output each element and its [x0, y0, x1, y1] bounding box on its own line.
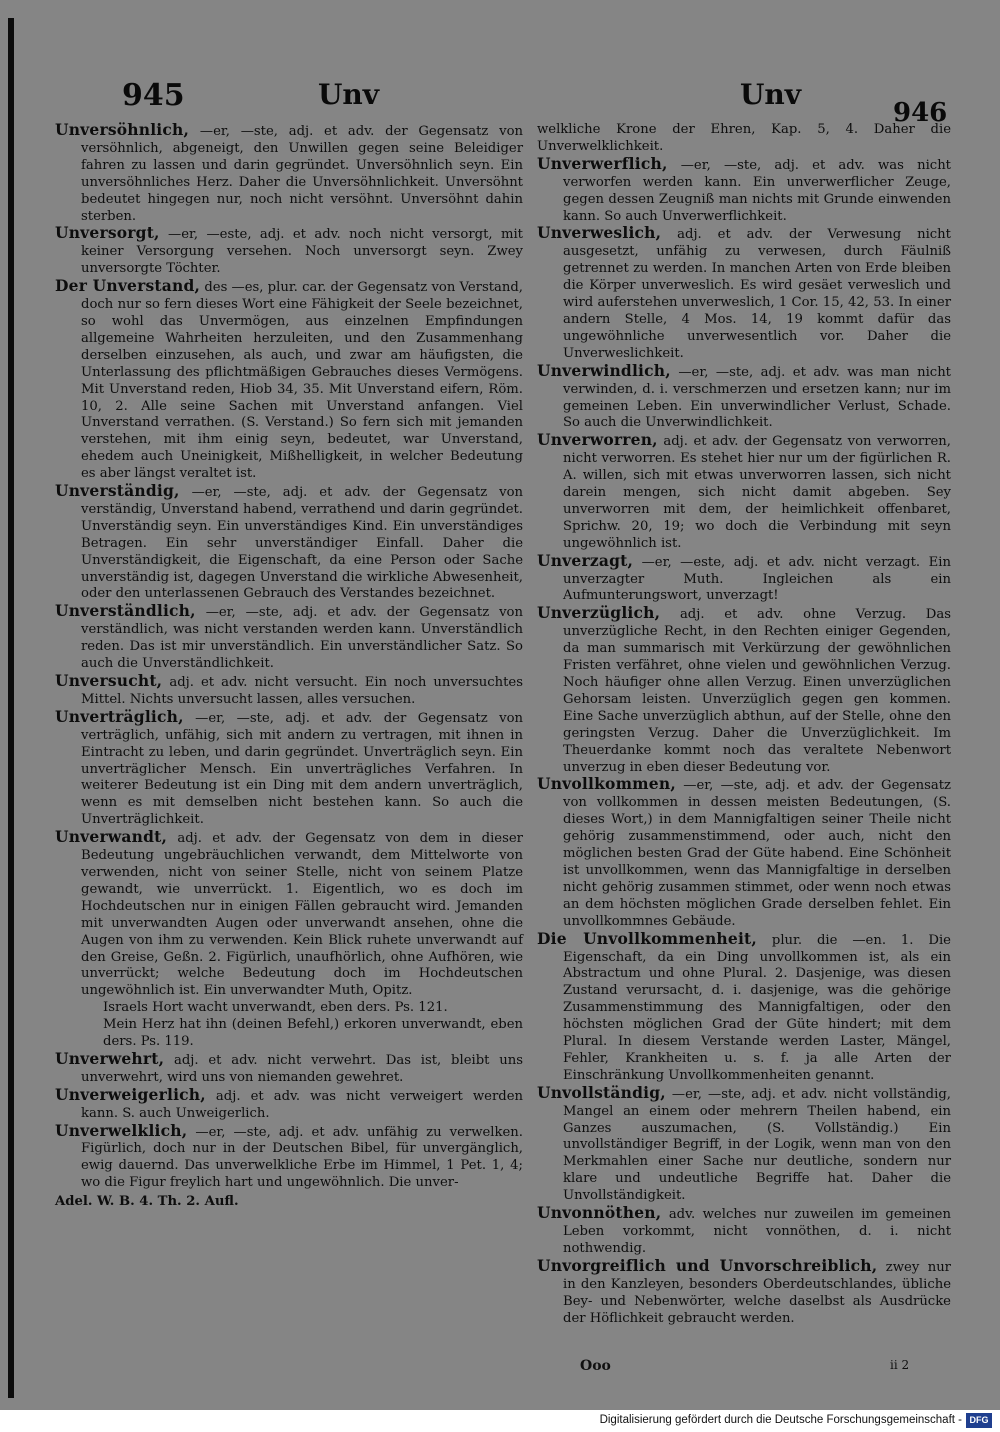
- entry-text: —er, —ste, adj. et adv. der Gegensatz von verträglich, unfähig, sich mit andern zu vertragen, mit ihnen in Eintracht zu leben, und darin gegründet. Unverträglich seyn. Ein unverträglicher Mensch. Ein unverträgliches Verfahren. In weiterer Bedeutung ist ein Ding mit dem andern unverträglich, wenn es mit demselben nicht bestehen kann. So auch die Unverträglichkeit.: [81, 710, 523, 828]
- entry-text: —er, —este, adj. et adv. nicht verzagt. Ein unverzagter Muth. Ingleichen als ein Aufmunterungswort, unverzagt!: [563, 554, 951, 604]
- footer-credit: Digitalisierung gefördert durch die Deutsche Forschungsgemeinschaft -: [599, 1414, 962, 1426]
- quote-text: Israels Hort wacht unverwandt, eben ders. Ps. 121.: [103, 1000, 448, 1016]
- entry-headword: Unverzagt,: [537, 550, 634, 570]
- entry-headword: Unverwandt,: [55, 827, 168, 847]
- entry-text: —er, —ste, adj. et adv. nicht vollständig, Mangel an einem oder mehrern Theilen habend, ein Ganzes auszumachen, (S. Vollständig.) Ein unvollständiger Begriff, in der Logik, wenn man von den Merkmahlen einer Sache nur deutliche, sondern nur klare und undeutliche Begriffe hat. Daher die Unvollständigkeit.: [563, 1086, 951, 1204]
- left-column: [55, 122, 523, 1211]
- entry-text: —er, —ste, adj. et adv. unfähig zu verwelken. Figürlich, doch nur in der Deutschen Bibel, für unvergänglich, ewig dauernd. Das unverwelkliche Erbe im Himmel, 1 Pet. 1, 4; wo die Figur freylich hart und ungewöhnlich. Die unver-: [81, 1124, 523, 1191]
- entry-text: zwey nur in den Kanzleyen, besonders Oberdeutschlandes, übliche Bey- und Nebenwörter, welche daselbst als Ausdrücke der Höflichkeit gebraucht werden.: [563, 1259, 951, 1326]
- entry-headword: Unvonnöthen,: [537, 1203, 662, 1223]
- entry-headword: Unversöhnlich,: [55, 120, 190, 139]
- entry-headword: Unvollständig,: [537, 1082, 666, 1102]
- dictionary-entry: [55, 483, 523, 603]
- dictionary-entry: [537, 1082, 951, 1205]
- entry-headword: Unverständig,: [55, 481, 180, 501]
- running-head-right: Unv: [740, 78, 802, 111]
- dictionary-entry: [55, 1084, 523, 1123]
- dictionary-entry: [537, 928, 951, 1085]
- entry-headword: Unverzüglich,: [537, 603, 661, 623]
- entry-headword: Unversorgt,: [55, 223, 160, 243]
- dictionary-entry: [537, 225, 951, 362]
- dictionary-entry: [537, 1205, 951, 1258]
- binding-edge: [8, 18, 14, 1398]
- entry-text: adj. et adv. was nicht verweigert werden kann. S. auch Unweigerlich.: [81, 1088, 523, 1121]
- entry-text: adv. welches nur zuweilen im gemeinen Leben vorkommt, nicht vonnöthen, d. i. nicht nothwendig.: [563, 1207, 951, 1256]
- right-column: [537, 122, 951, 1327]
- entry-text: plur. die —en. 1. Die Eigenschaft, da ein Ding unvollkommen ist, als ein Abstractum und ohne Plural. 2. Dasjenige, was diesen Zustand verursacht, d. i. dasjenige, was die gehörige Zusammenstimmung des Mannigfaltigen, oder den höchsten möglichen Grad der Güte hindert; mit dem Plural. In diesem Verstande werden Laster, Mängel, Fehler, Krankheiten u. s. f. ja alle Arten der Einschränkung Unvollkommenheiten genannt.: [563, 932, 951, 1083]
- entry-text: —er, —este, adj. et adv. noch nicht versorgt, mit keiner Versorgung versehen. Noch unversorgt seyn. Zwey unversorgte Töchter.: [81, 227, 523, 277]
- entry-continuation: [537, 122, 951, 156]
- entry-text: adj. et adv. nicht versucht. Ein noch unversuchtes Mittel. Nichts unversucht lassen, alles versuchen.: [81, 675, 523, 707]
- dictionary-entry: [537, 360, 951, 433]
- entry-headword: Unverwelklich,: [55, 1120, 188, 1140]
- dictionary-entry: [55, 603, 523, 673]
- entry-headword: Unverweigerlich,: [55, 1084, 206, 1104]
- dictionary-entry: [55, 122, 523, 225]
- footer-bar: [0, 1410, 1000, 1432]
- entry-text: welkliche Krone der Ehren, Kap. 5, 4. Daher die Unverwelklichkeit.: [537, 122, 951, 154]
- entry-headword: Der Unverstand,: [55, 276, 201, 296]
- entry-text: —er, —ste, adj. et adv. der Gegensatz von versöhnlich, abgeneigt, den Unwillen gegen seine Beleidiger fahren zu lassen und darin gegründet. Unversöhnlich seyn. Ein unversöhnliches Herz. Daher die Unversöhnlichkeit. Unversöhnt bedeutet hingegen nur, noch nicht versöhnt. Unversöhnt dahin sterben.: [81, 124, 523, 224]
- entry-text: —er, —ste, adj. et adv. was man nicht verwinden, d. i. verschmerzen und ersetzen kann; nur im gemeinen Leben. Ein unverwindlicher Verlust, Schade. So auch die Unverwindlichkeit.: [563, 364, 951, 431]
- catchword-right: ii 2: [890, 1358, 910, 1372]
- entry-text: —er, —ste, adj. et adv. der Gegensatz von verständlich, was nicht verstanden werden kann. Unverständlich reden. Das ist mir unverständlich. Ein unverständlicher Satz. So auch die Unverständlichkeit.: [81, 605, 523, 672]
- entry-text: adj. et adv. der Gegensatz von verworren, nicht verworren. Es stehet hier nur um der figürlichen R. A. willen, sich mit etwas unverworren lassen, sich nicht darein mengen, sich nicht damit abgeben. Sey unverworren mit dem, der heimlichkeit offenbaret, Sprichw. 20, 19; wo doch die Verbindung mit seyn ungewöhnlich ist.: [563, 434, 951, 551]
- catchword: Ooo: [580, 1358, 611, 1374]
- dictionary-entry: [537, 1255, 951, 1328]
- entry-text: adj. et adv. ohne Verzug. Das unverzügliche Recht, in den Rechten einiger Gegenden, da man summarisch mit Verkürzung der gewöhnlichen Fristen verfähret, ohne vielen und gewöhnlichen Verzug. Noch häufiger ohne allen Verzug. Einen unverzüglichen Gehorsam leisten. Unverzüglich gegen gen kommen. Eine Sache unverzüglich abthun, auf der Stelle, ohne den geringsten Verzug. Daher die Unverzüglichkeit. Im Theuerdanke kommt noch das veraltete Nebenwort unverzug in eben dieser Bedeutung vor.: [563, 607, 951, 775]
- entry-headword: Unverwerflich,: [537, 153, 668, 173]
- running-head-left: Unv: [318, 78, 380, 111]
- dictionary-entry: [537, 776, 951, 930]
- dictionary-entry: [55, 1048, 523, 1087]
- entry-text: adj. et adv. nicht verwehrt. Das ist, bleibt uns unverwehrt, wird uns von niemanden gewehret.: [81, 1052, 523, 1085]
- entry-headword: Unverwindlich,: [537, 360, 671, 380]
- dictionary-entry: [537, 550, 951, 606]
- dfg-logo: DFG: [966, 1413, 992, 1428]
- dictionary-entry: [55, 225, 523, 278]
- entry-headword: Unvorgreiflich und Unvorschreiblich,: [537, 1255, 878, 1275]
- entry-text: —er, —ste, adj. et adv. der Gegensatz von vollkommen in dessen meisten Bedeutungen, (S. dieses Wort,) in dem Mannigfaltigen seiner Theile nicht gehörig zusammenstimmend, oder auch, nicht den möglichen besten Grad der Güte habend. Eine Schönheit ist unvollkommen, wenn das Mannigfaltige in derselben nicht gehörig zusammen stimmet, oder wenn noch etwas an dem höchsten möglichen Grade derselben fehlet. Ein unvollkommnes Gebäude.: [563, 778, 952, 929]
- dictionary-entry: [55, 1120, 523, 1193]
- dictionary-entry: [55, 278, 523, 483]
- entry-headword: Unverträglich,: [55, 706, 184, 726]
- dictionary-entry: [55, 673, 523, 709]
- page-number-left: 945: [122, 78, 185, 113]
- entry-headword: Unverweslich,: [537, 223, 662, 243]
- quote-line: [55, 1000, 523, 1017]
- dictionary-entry: [537, 153, 951, 226]
- entry-text: —er, —ste, adj. et adv. der Gegensatz von verständig, Unverstand habend, verrathend und darin gegründet. Unverständig seyn. Ein unverständiges Kind. Ein unverständiges Betragen. Ein sehr unverständiger Einfall. Daher die Unverständigkeit, die Eigenschaft, da eine Person oder Sache unverständig ist, dagegen Unverstand die wirkliche Abwesenheit, oder den unterlassenen Gebrauch des Verstandes bezeichnet.: [81, 485, 523, 602]
- quote-text: Mein Herz hat ihn (deinen Befehl,) erkoren unverwandt, eben ders. Ps. 119.: [103, 1017, 523, 1050]
- entry-text: adj. et adv. der Verwesung nicht ausgesetzt, unfähig zu verwesen, durch Fäulniß getrennet zu werden. In manchen Arten von Erde bleiben die Körper unverweslich. Es wird gesäet verweslich und wird auferstehen unverweslich, 1 Cor. 15, 42, 53. In einer andern Stelle, 4 Mos. 14, 19 kommt dafür das ungewöhnliche unverwesentlich vor. Daher die Unverweslichkeit.: [563, 227, 951, 361]
- page-number-right: 946: [893, 98, 948, 128]
- entry-text: —er, —ste, adj. et adv. was nicht verworfen werden kann. Ein unverwerflicher Zeuge, gegen dessen Zeugniß man nichts mit Grunde einwenden kann. So auch Unverwerflichkeit.: [563, 157, 951, 224]
- entry-headword: Unvollkommen,: [537, 774, 676, 794]
- entry-headword: Unversucht,: [55, 671, 163, 690]
- dictionary-entry: [55, 706, 523, 829]
- quote-line: [55, 1017, 523, 1051]
- entry-headword: Unverwehrt,: [55, 1048, 165, 1068]
- dictionary-entry: [537, 605, 951, 776]
- entry-text: des —es, plur. car. der Gegensatz von Verstand, doch nur so fern dieses Wort eine Fähigkeit der Seele bezeichnet, so wohl das Unvermögen, aus einzelnen Empfindungen allgemeine Wahrheiten herzuleiten, und den Zusammenhang derselben einzusehen, als auch, und zwar am häufigsten, die Unterlassung des pflichtmäßigen Gebrauches dieses Vermögens. Mit Unverstand reden, Hiob 34, 35. Mit Unverstand eifern, Röm. 10, 2. Alle seine Sachen mit Unverstand anfangen. Viel Unverstand verrathen. (S. Verstand.) So fern sich mit jemanden verstehen, mit ihm einig seyn, bedeutet, war Unverstand, ehedem auch Uneinigkeit, Mißhelligkeit, in welcher Bedeutung es aber längst veraltet ist.: [81, 280, 523, 482]
- entry-headword: Die Unvollkommenheit,: [537, 928, 757, 948]
- dictionary-entry: [55, 829, 523, 1000]
- dictionary-entry: [537, 432, 951, 552]
- entry-headword: Unverständlich,: [55, 601, 196, 621]
- signature-line: Adel. W. B. 4. Th. 2. Aufl.: [55, 1194, 239, 1210]
- entry-text: adj. et adv. der Gegensatz von dem in dieser Bedeutung ungebräuchlichen verwandt, dem Mittelworte von verwenden, nicht von seiner Stelle, nicht von seinem Platze gewandt, wie unverrückt. 1. Eigentlich, wo es doch im Hochdeutschen nur in einigen Fällen gebraucht wird. Jemanden mit unverwandten Augen oder unverwandt ansehen, ohne die Augen von ihm zu verwenden. Kein Blick ruhete unverwandt auf den Greise, Geßn. 2. Figürlich, unaufhörlich, ohne Aufhören, wie unverrückt; welche Bedeutung doch im Hochdeutschen ungewöhnlich ist. Ein unverwandter Muth, Opitz.: [81, 831, 523, 999]
- entry-headword: Unverworren,: [537, 430, 658, 450]
